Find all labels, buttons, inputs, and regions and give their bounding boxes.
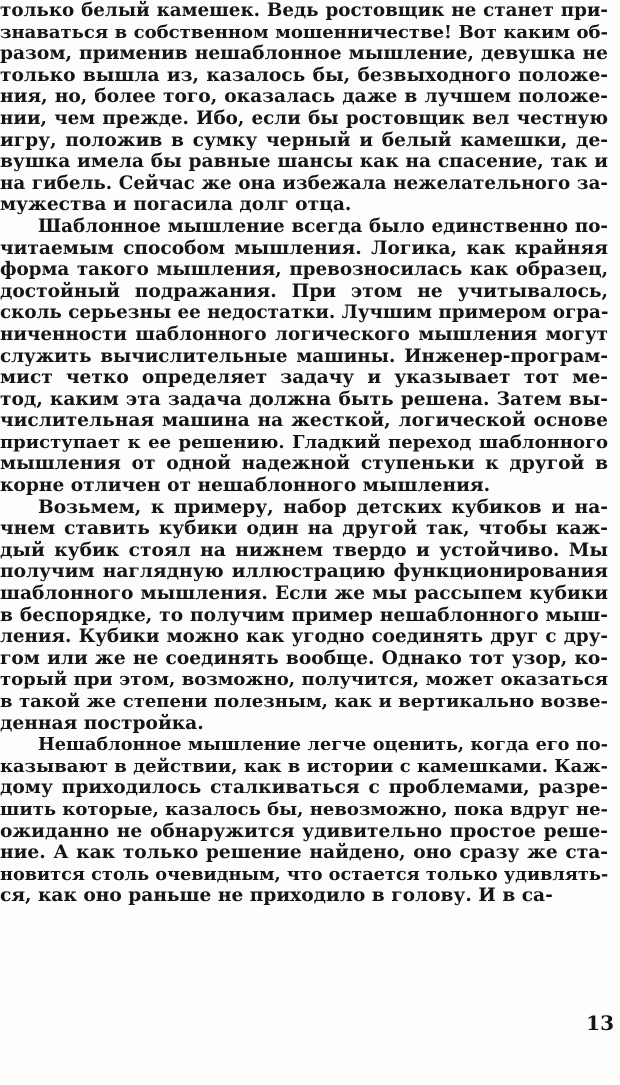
text-line: гом или же не соединять вообще. Однако тот узор, ко- (0, 647, 608, 669)
text-line: дому приходилось сталкиваться с проблемами, разре- (0, 777, 608, 799)
text-line: мышления от одной надежной ступеньки к другой в (0, 453, 608, 475)
text-line: тод, каким эта задача должна быть решена. Затем вы- (0, 388, 608, 410)
text-line: нии, чем прежде. Ибо, если бы ростовщик вел честную (0, 107, 608, 129)
paragraph (0, 216, 608, 497)
text-line: служить вычислительные машины. Инженер-програм- (0, 345, 608, 367)
text-line: казывают в действии, как в истории с камешками. Каж- (0, 755, 608, 777)
text-line: читаемым способом мышления. Логика, как крайняя (0, 237, 608, 259)
page-number: 13 (586, 1011, 614, 1035)
text-line: знаваться в собственном мошенничестве! Вот каким об- (0, 21, 608, 43)
text-line: разом, применив нешаблонное мышление, девушка не (0, 43, 608, 65)
text-line: ниченности шаблонного логического мышления могут (0, 323, 608, 345)
text-line: ние. А как только решение найдено, оно сразу же ста- (0, 842, 608, 864)
text-line: игру, положив в сумку черный и белый камешки, де- (0, 129, 608, 151)
text-line: на гибель. Сейчас же она избежала нежелательного за- (0, 172, 608, 194)
text-line: в беспорядке, то получим пример нешаблонного мыш- (0, 604, 608, 626)
text-line: только белый камешек. Ведь ростовщик не станет при- (0, 0, 608, 21)
text-line: только вышла из, казалось бы, безвыходного положе- (0, 64, 608, 86)
text-line: вушка имела бы равные шансы как на спасение, так и (0, 151, 608, 173)
text-line: сколь серьезны ее недостатки. Лучшим примером огра- (0, 302, 608, 324)
paragraph (0, 497, 608, 735)
text-line: приступает к ее решению. Гладкий переход шаблонного (0, 431, 608, 453)
text-line: в такой же степени полезным, как и вертикально возве- (0, 691, 608, 712)
text-line: чнем ставить кубики один на другой так, чтобы каж- (0, 518, 608, 540)
text-line: ожиданно не обнаружится удивительно простое реше- (0, 820, 608, 842)
text-line: форма такого мышления, превозносилась как образец, (0, 259, 608, 281)
text-line: ся, как оно раньше не приходило в голову. И в са- (0, 885, 553, 907)
text-line: корне отличен от нешаблонного мышления. (0, 475, 491, 497)
paragraph (0, 734, 608, 907)
text-line: числительная машина на жесткой, логической основе (0, 410, 608, 432)
text-line: торый при этом, возможно, получится, может оказаться (0, 669, 608, 691)
paragraph (0, 0, 608, 216)
text-line: Возьмем, к примеру, набор детских кубиков и на- (38, 496, 608, 518)
text-line: шаблонного мышления. Если же мы рассыпем кубики (0, 583, 608, 605)
text-line: дый кубик стоял на нижнем твердо и устойчиво. Мы (0, 539, 608, 561)
text-line: ния, но, более того, оказалась даже в лучшем положе- (0, 86, 608, 108)
text-line: достойный подражания. При этом не учитывалось, (0, 280, 608, 302)
text-line: мужества и погасила долг отца. (0, 194, 352, 216)
text-line: денная постройка. (0, 712, 204, 734)
text-line: мист четко определяет задачу и указывает тот ме- (0, 367, 608, 389)
text-line: Нешаблонное мышление легче оценить, когда его по- (38, 734, 608, 756)
text-line: шить которые, казалось бы, невозможно, пока вдруг не- (0, 798, 608, 820)
text-line: новится столь очевидным, что остается только удивлять- (0, 863, 608, 885)
text-line: Шаблонное мышление всегда было единственно по- (38, 215, 608, 237)
text-line: получим наглядную иллюстрацию функционирования (0, 561, 608, 583)
text-line: ления. Кубики можно как угодно соединять друг с дру- (0, 626, 608, 648)
